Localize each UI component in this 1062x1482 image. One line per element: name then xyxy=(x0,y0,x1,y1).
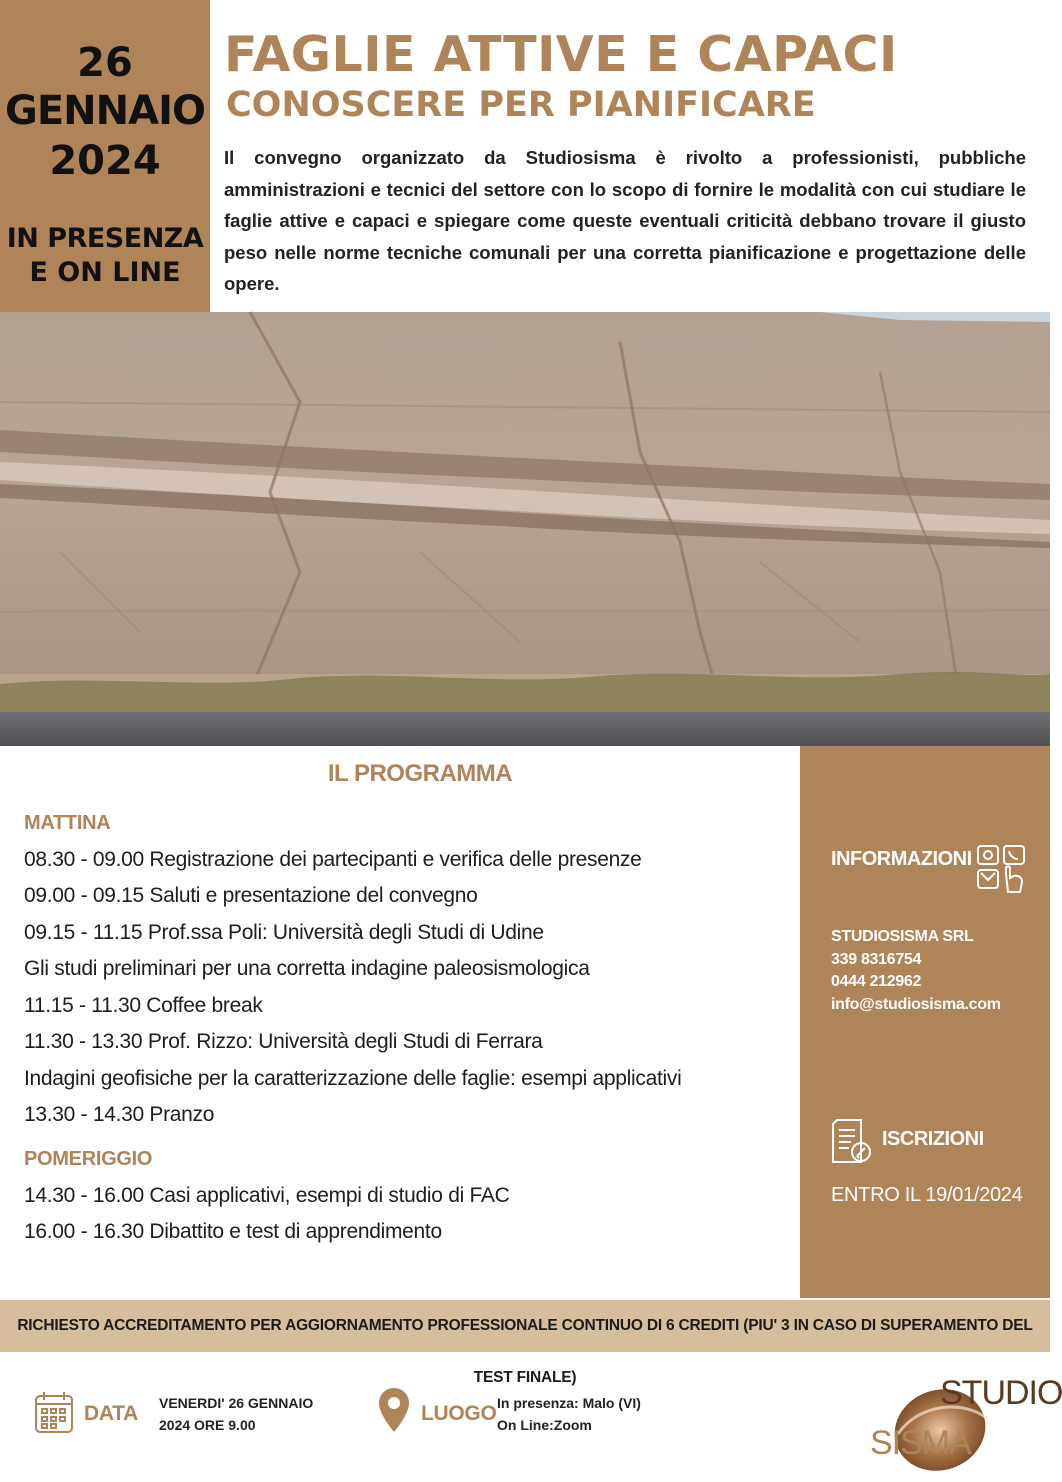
program-item: 09.15 - 11.15 Prof.ssa Poli: Università degli Studi di Udine xyxy=(24,921,544,944)
registration-deadline: ENTRO IL 19/01/2024 xyxy=(831,1184,1023,1206)
programma-section xyxy=(0,746,800,1298)
info-phone: 0444 212962 xyxy=(831,973,922,990)
footer xyxy=(0,1352,1062,1482)
fault-outcrop-photo xyxy=(0,312,1050,746)
program-item: 11.30 - 13.30 Prof. Rizzo: Università degli Studi di Ferrara xyxy=(24,1030,543,1053)
location-pin-icon xyxy=(377,1386,411,1434)
info-heading: INFORMAZIONI xyxy=(831,848,972,870)
page-title: FAGLIE ATTIVE E CAPACI xyxy=(224,26,898,83)
program-item: 08.30 - 09.00 Registrazione dei partecipanti e verifica delle presenze xyxy=(24,848,642,871)
programma-title: IL PROGRAMMA xyxy=(327,760,513,787)
program-item: Indagini geofisiche per la caratterizzazione delle faglie: esempi applicativi xyxy=(24,1067,682,1090)
program-item: 11.15 - 11.30 Coffee break xyxy=(24,994,263,1017)
attendance-mode-line1: IN PRESENZA xyxy=(6,223,204,254)
studiosisma-logo xyxy=(868,1374,1062,1476)
program-item: 09.00 - 09.15 Saluti e presentazione del convegno xyxy=(24,884,478,907)
info-company: STUDIOSISMA SRL xyxy=(831,928,974,945)
program-item: 13.30 - 14.30 Pranzo xyxy=(24,1103,215,1126)
intro-paragraph: Il convegno organizzato da Studiosisma è rivolto a professionisti, pubbliche amministrazioni e tecnici del settore con lo scopo di fornire le modalità con cui studiare le faglie attive e capaci e spiegare come queste eventuali criticità debbano trovare il giusto peso nelle norme tecniche comunali per una corretta pianificazione e progettazione delle opere. xyxy=(224,147,1026,294)
data-label: DATA xyxy=(84,1402,139,1425)
contact-icons-icon xyxy=(976,844,1028,894)
program-item: 16.00 - 16.30 Dibattito e test di apprendimento xyxy=(24,1220,442,1243)
calendar-icon xyxy=(34,1390,74,1434)
morning-label: MATTINA xyxy=(24,812,111,834)
iscrizioni-heading: ISCRIZIONI xyxy=(882,1128,984,1150)
data-line2: 2024 ORE 9.00 xyxy=(159,1417,256,1433)
page-subtitle: CONOSCERE PER PIANIFICARE xyxy=(226,85,816,125)
logo-word-sisma: SISMA xyxy=(870,1424,971,1462)
luogo-line1: In presenza: Malo (VI) xyxy=(497,1395,641,1411)
program-item: Gli studi preliminari per una corretta indagine paleosismologica xyxy=(24,957,590,980)
date-month: GENNAIO xyxy=(5,88,205,134)
info-phone: 339 8316754 xyxy=(831,951,922,968)
luogo-line2: On Line:Zoom xyxy=(497,1417,592,1433)
info-email[interactable]: info@studiosisma.com xyxy=(831,996,1001,1013)
info-panel xyxy=(800,746,1050,1298)
attendance-mode-line2: E ON LINE xyxy=(29,257,181,288)
program-item: 14.30 - 16.00 Casi applicativi, esempi di studio di FAC xyxy=(24,1184,510,1207)
logo-word-studio: STUDIO xyxy=(940,1374,1062,1412)
date-year: 2024 xyxy=(49,138,161,184)
accreditation-banner: RICHIESTO ACCREDITAMENTO PER AGGIORNAMENTO PROFESSIONALE CONTINUO DI 6 CREDITI (PIU' 3 IN CASO DI SUPERAMENTO DEL TEST FINALE) xyxy=(0,1300,1050,1352)
date-day: 26 xyxy=(77,40,133,86)
luogo-label: LUOGO xyxy=(421,1402,497,1425)
afternoon-label: POMERIGGIO xyxy=(24,1148,153,1170)
date-box xyxy=(0,0,210,312)
form-icon xyxy=(831,1118,873,1164)
data-line1: VENERDI' 26 GENNAIO xyxy=(159,1395,314,1411)
